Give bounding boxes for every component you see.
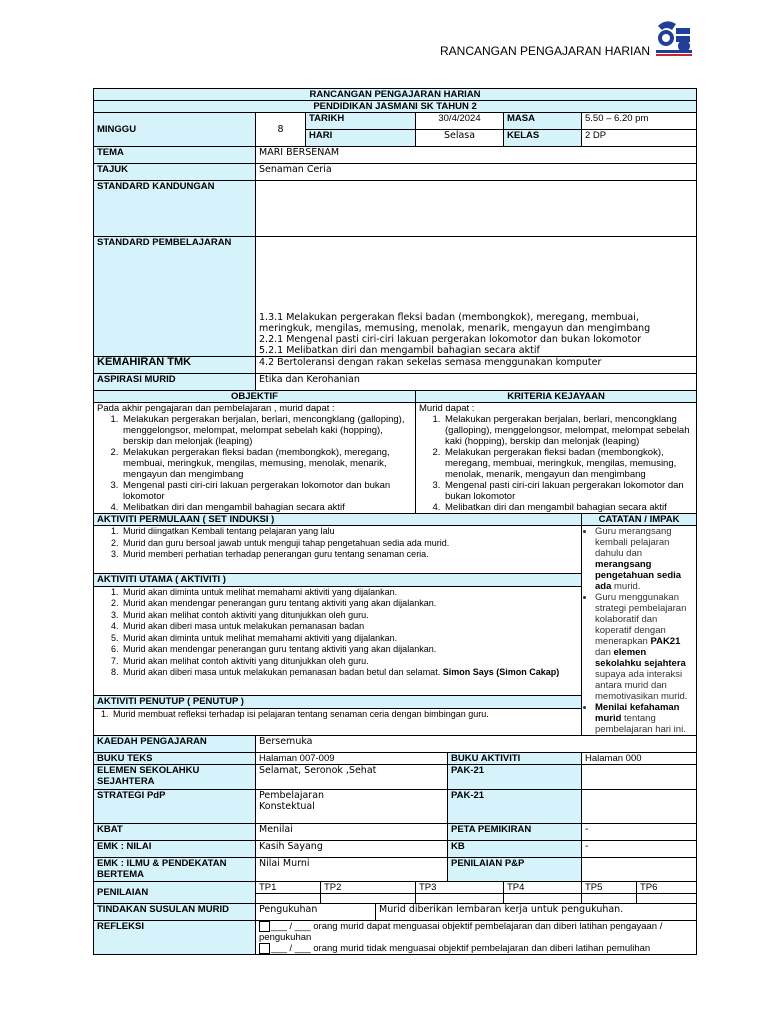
tarikh-label: TARIKH bbox=[306, 113, 416, 130]
refleksi-label: REFLEKSI bbox=[94, 921, 256, 955]
kbat-value: Menilai bbox=[256, 824, 448, 841]
catatan-header: CATATAN / IMPAK bbox=[582, 514, 697, 526]
kb-label: KB bbox=[448, 841, 582, 858]
objektif-header: OBJEKTIF bbox=[94, 391, 416, 403]
utama-item: 5. Murid akan diminta untuk melihat memahami aktiviti yang dijalankan. bbox=[121, 633, 578, 645]
catatan-item-1: • Guru merangsang kembali pelajaran dahulu dan merangsang pengetahuan sedia ada murid. bbox=[595, 526, 693, 592]
aspirasi-label: ASPIRASI MURID bbox=[94, 374, 256, 391]
emk-ilmu-value: Nilai Murni bbox=[256, 858, 448, 882]
kriteria-item: 4. Melibatkan diri dan mengambil bahagian secara aktif bbox=[443, 502, 693, 513]
sp-label: STANDARD PEMBELAJARAN bbox=[94, 237, 256, 357]
sp-item-1: 1.3.1 Melakukan pergerakan fleksi badan (membongkok), meregang, membuai, meringkuk, mengilas, memusing, menolak, menarik, mengayun dan mengimbang bbox=[259, 312, 651, 334]
masa-label: MASA bbox=[504, 113, 582, 130]
emk-nilai-value: Kasih Sayang bbox=[256, 841, 448, 858]
penutup-cell bbox=[94, 708, 582, 735]
catatan-cell bbox=[582, 526, 697, 736]
tp4-value[interactable] bbox=[504, 894, 582, 904]
penutup-header: AKTIVITI PENUTUP ( PENUTUP ) bbox=[94, 696, 582, 709]
catatan-item-3: • Menilai kefahaman murid tentang pembelajaran hari ini. bbox=[595, 702, 693, 735]
kriteria-item: 3. Mengenal pasti ciri-ciri lakuan pergerakan lokomotor dan bukan lokomotor bbox=[443, 480, 693, 502]
hari-label: HARI bbox=[306, 130, 416, 147]
buku-teks-label: BUKU TEKS bbox=[94, 753, 256, 765]
tp5-header: TP5 bbox=[582, 882, 637, 894]
utama-item: 6. Murid akan mendengar penerangan guru tentang aktiviti yang akan dijalankan. bbox=[121, 644, 578, 656]
permulaan-header: AKTIVITI PERMULAAN ( SET INDUKSI ) bbox=[94, 514, 582, 526]
kbat-label: KBAT bbox=[94, 824, 256, 841]
header-title: RANCANGAN PENGAJARAN HARIAN bbox=[440, 44, 651, 58]
refleksi-checkbox-2[interactable] bbox=[259, 943, 270, 954]
refleksi-cell bbox=[256, 921, 697, 955]
penilaian-pp-value bbox=[582, 858, 697, 882]
masa-value: 5.50 – 6.20 pm bbox=[582, 113, 697, 130]
minggu-value: 8 bbox=[256, 113, 306, 147]
kriteria-item: 2. Melakukan pergerakan fleksi badan (membongkok), meregang, membuai, meringkuk, mengilas, memusing, menolak, menarik, mengayun dan mengimbang bbox=[443, 447, 693, 480]
permulaan-item: 3. Murid memberi perhatian terhadap penerangan guru tentang senaman ceria. bbox=[121, 549, 578, 561]
utama-header: AKTIVITI UTAMA ( AKTIVITI ) bbox=[94, 574, 582, 587]
sk-value bbox=[256, 181, 697, 237]
objektif-item: 2. Melakukan pergerakan fleksi badan (membongkok), meregang, membuai, meringkuk, mengilas, memusing, menolak, menarik, mengayun dan mengimbang bbox=[121, 447, 412, 480]
tp5-value[interactable] bbox=[582, 894, 637, 904]
permulaan-item: 1. Murid diingatkan Kembali tentang pelajaran yang lalu bbox=[121, 526, 578, 538]
refleksi-line-2: ___ / ___ orang murid tidak menguasai objektif pembelajaran dan diberi latihan pemulihan bbox=[259, 943, 693, 954]
permulaan-cell bbox=[94, 526, 582, 574]
kb-value: - bbox=[582, 841, 697, 858]
elemen-value: Selamat, Seronok ,Sehat bbox=[256, 765, 448, 790]
refleksi-checkbox-1[interactable] bbox=[259, 921, 270, 932]
kelas-value: 2 DP bbox=[582, 130, 697, 147]
catatan-item-2: • Guru menggunakan strategi pembelajaran kolaboratif dan koperatif dengan menerapkan PAK21 dan elemen sekolahku sejahtera supaya ada interaksi antara murid dan memotivasikan murid. bbox=[595, 592, 693, 702]
kriteria-intro: Murid dapat : bbox=[419, 403, 475, 414]
sp-item-3: 5.2.1 Melibatkan diri dan mengambil bahagian secara aktif bbox=[259, 345, 540, 356]
objektif-intro: Pada akhir pengajaran dan pembelajaran , murid dapat : bbox=[97, 403, 335, 414]
kelas-label: KELAS bbox=[504, 130, 582, 147]
penilaian-pp-label: PENILAIAN P&P bbox=[448, 858, 582, 882]
pak21b-value bbox=[582, 790, 697, 824]
aspirasi-value: Etika dan Kerohanian bbox=[256, 374, 697, 391]
tmk-value: 4.2 Bertoleransi dengan rakan sekelas semasa menggunakan komputer bbox=[256, 357, 697, 374]
peta-value: - bbox=[582, 824, 697, 841]
kriteria-item: 1. Melakukan pergerakan berjalan, berlari, mencongklang (galloping), menggelongsor, melompat, melompat sebelah kaki (hopping), berskip dan melonjak (leaping) bbox=[443, 414, 693, 447]
pak21b-label: PAK-21 bbox=[448, 790, 582, 824]
tp2-header: TP2 bbox=[321, 882, 416, 894]
minggu-label: MINGGU bbox=[94, 113, 256, 147]
tp6-value[interactable] bbox=[637, 894, 697, 904]
strategi-label: STRATEGI PdP bbox=[94, 790, 256, 824]
tp4-header: TP4 bbox=[504, 882, 582, 894]
tp1-value[interactable] bbox=[256, 894, 321, 904]
kaedah-label: KAEDAH PENGAJARAN bbox=[94, 736, 256, 753]
utama-item: 1. Murid akan diminta untuk melihat memahami aktiviti yang dijalankan. bbox=[121, 587, 578, 599]
lesson-plan-table bbox=[93, 88, 697, 955]
emk-nilai-label: EMK : NILAI bbox=[94, 841, 256, 858]
objektif-item: 3. Mengenal pasti ciri-ciri lakuan pergerakan lokomotor dan bukan lokomotor bbox=[121, 480, 412, 502]
utama-item: 4. Murid akan diberi masa untuk melakukan pemanasan badan bbox=[121, 621, 578, 633]
utama-cell bbox=[94, 586, 582, 696]
permulaan-item: 2. Murid dan guru bersoal jawab untuk menguji tahap pengetahuan sedia ada murid. bbox=[121, 538, 578, 550]
hari-value: Selasa bbox=[416, 130, 504, 147]
objektif-item: 4. Melibatkan diri dan mengambil bahagian secara aktif bbox=[121, 502, 412, 513]
penutup-item: 1. Murid membuat refleksi terhadap isi pelajaran tentang senaman ceria dengan bimbingan guru. bbox=[111, 709, 578, 721]
sp-item-2: 2.2.1 Mengenal pasti ciri-ciri lakuan pergerakan lokomotor dan bukan lokomotor bbox=[259, 334, 642, 345]
tmk-label: KEMAHIRAN TMK bbox=[94, 357, 256, 374]
refleksi-line-1: ___ / ___ orang murid dapat menguasai objektif pembelajaran dan diberi latihan pengayaan / pengukuhan bbox=[259, 921, 663, 944]
pak21-value bbox=[582, 765, 697, 790]
tindakan-label: TINDAKAN SUSULAN MURID bbox=[94, 904, 256, 921]
elemen-label: ELEMEN SEKOLAHKU SEJAHTERA bbox=[94, 765, 256, 790]
tp3-value[interactable] bbox=[416, 894, 504, 904]
objektif-item: 1. Melakukan pergerakan berjalan, berlari, mencongklang (galloping), menggelongsor, melompat, melompat sebelah kaki (hopping), berskip dan melonjak (leaping) bbox=[121, 414, 412, 447]
penilaian-label: PENILAIAN bbox=[94, 882, 256, 904]
tajuk-label: TAJUK bbox=[94, 164, 256, 181]
sp-value bbox=[256, 237, 697, 357]
strategi-value: Pembelajaran Konstektual bbox=[256, 790, 448, 824]
tindakan-value-2: Murid diberikan lembaran kerja untuk pengukuhan. bbox=[376, 904, 697, 921]
plan-subtitle: PENDIDIKAN JASMANI SK TAHUN 2 bbox=[94, 101, 697, 113]
sk-label: STANDARD KANDUNGAN bbox=[94, 181, 256, 237]
plan-title: RANCANGAN PENGAJARAN HARIAN bbox=[94, 89, 697, 101]
pak21-label: PAK-21 bbox=[448, 765, 582, 790]
utama-item: 7. Murid akan melihat contoh aktiviti yang ditunjukkan oleh guru. bbox=[121, 656, 578, 668]
utama-item: 3. Murid akan melihat contoh aktiviti yang ditunjukkan oleh guru. bbox=[121, 610, 578, 622]
utama-item: 8. Murid akan diberi masa untuk melakukan pemanasan badan betul dan selamat. Simon Says (Simon Cakap) bbox=[121, 667, 578, 679]
tema-value: MARI BERSENAM bbox=[256, 147, 697, 164]
tema-label: TEMA bbox=[94, 147, 256, 164]
buku-teks-value: Halaman 007-009 bbox=[256, 753, 448, 765]
utama-item: 2. Murid akan mendengar penerangan guru tentang aktiviti yang akan dijalankan. bbox=[121, 598, 578, 610]
kriteria-header: KRITERIA KEJAYAAN bbox=[416, 391, 697, 403]
school-logo bbox=[652, 16, 696, 60]
emk-ilmu-label: EMK : ILMU & PENDEKATAN BERTEMA bbox=[94, 858, 256, 882]
buku-aktiviti-label: BUKU AKTIVITI bbox=[448, 753, 582, 765]
tp6-header: TP6 bbox=[637, 882, 697, 894]
peta-label: PETA PEMIKIRAN bbox=[448, 824, 582, 841]
tp3-header: TP3 bbox=[416, 882, 504, 894]
tindakan-value-1: Pengukuhan bbox=[256, 904, 376, 921]
tp2-value[interactable] bbox=[321, 894, 416, 904]
kaedah-value: Bersemuka bbox=[256, 736, 697, 753]
tp1-header: TP1 bbox=[256, 882, 321, 894]
tajuk-value: Senaman Ceria bbox=[256, 164, 697, 181]
tarikh-value: 30/4/2024 bbox=[416, 113, 504, 130]
kriteria-cell bbox=[416, 403, 697, 514]
objektif-cell bbox=[94, 403, 416, 514]
buku-aktiviti-value: Halaman 000 bbox=[582, 753, 697, 765]
